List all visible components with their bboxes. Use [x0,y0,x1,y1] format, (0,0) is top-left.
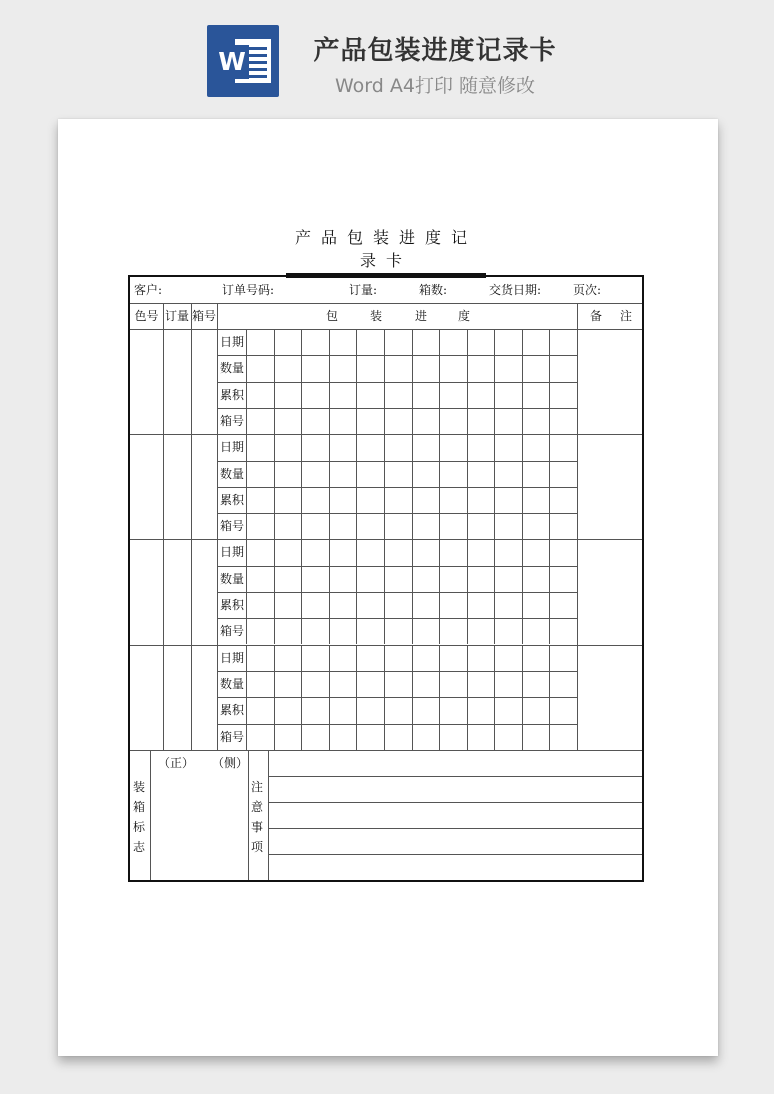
progress-column-divider [439,539,440,644]
progress-column-divider [356,329,357,434]
progress-column-divider [522,434,523,539]
label-column-divider [246,645,247,750]
progress-column-divider [329,434,330,539]
marks-label-divider [150,750,151,880]
progress-column-divider [384,539,385,644]
marks-divider [248,750,249,880]
row-label: 箱号 [220,729,245,744]
progress-column-divider [549,329,550,434]
info-field-label: 箱数: [419,283,448,297]
progress-column-divider [467,539,468,644]
column-header-order-qty: 订量 [164,309,189,323]
notes-label-char: 事 [251,820,264,834]
row-label: 累积 [220,598,245,612]
column-divider [217,303,218,750]
row-divider [217,671,577,672]
row-label: 数量 [220,571,245,586]
column-header-progress: 包 [326,309,339,323]
progress-column-divider [494,539,495,644]
progress-column-divider [549,434,550,539]
progress-column-divider [274,329,275,434]
row-label: 日期 [220,650,245,665]
progress-column-divider [522,539,523,644]
row-divider [217,382,577,383]
progress-column-divider [467,329,468,434]
column-header-progress: 装 [370,309,383,323]
marks-label-char: 箱 [133,800,146,814]
progress-column-divider [274,645,275,750]
group-divider [130,750,642,751]
progress-column-divider [467,645,468,750]
progress-column-divider [329,645,330,750]
progress-column-divider [301,434,302,539]
row-label: 累积 [220,703,245,718]
info-field-label: 页次: [573,283,602,297]
column-divider [163,303,164,750]
column-header-color-no: 色号 [134,309,159,323]
row-divider [217,461,577,462]
row-label: 数量 [220,361,245,376]
marks-side-label: （侧） [212,756,249,770]
progress-column-divider [549,539,550,644]
info-field-label: 客户: [134,283,163,297]
column-header-box-no: 箱号 [191,309,216,323]
row-divider [217,697,577,698]
progress-column-divider [549,645,550,750]
marks-label-char: 标 [133,820,146,834]
notes-label-char: 注 [251,780,264,794]
marks-label-char: 装 [133,780,146,794]
progress-column-divider [412,645,413,750]
progress-column-divider [494,329,495,434]
row-label: 日期 [220,545,245,560]
progress-column-divider [301,539,302,644]
column-header-remarks: 注 [620,309,633,323]
info-field-label: 交货日期: [489,283,542,297]
progress-column-divider [301,329,302,434]
row-divider [217,355,577,356]
progress-column-divider [522,329,523,434]
info-row-divider [130,303,642,304]
column-header-remarks: 备 [590,309,603,323]
group-divider [130,645,642,646]
progress-column-divider [494,434,495,539]
row-label: 累积 [220,492,245,507]
info-field-label: 订单号码: [222,283,275,297]
row-label: 日期 [220,440,245,455]
group-divider [130,434,642,435]
progress-column-divider [439,645,440,750]
row-divider [217,592,577,593]
row-label: 数量 [220,466,245,481]
progress-column-divider [384,434,385,539]
progress-column-divider [412,434,413,539]
row-divider [217,487,577,488]
progress-column-divider [384,329,385,434]
progress-column-divider [356,645,357,750]
progress-column-divider [329,329,330,434]
document-paper [58,119,718,1056]
progress-record-table [128,275,644,882]
notes-line [268,828,642,829]
row-divider [217,408,577,409]
progress-column-divider [301,645,302,750]
notes-label-char: 意 [251,800,264,814]
info-field-label: 订量: [349,283,378,297]
row-divider [217,618,577,619]
row-label: 日期 [220,335,245,349]
notes-line [268,854,642,855]
progress-column-divider [439,434,440,539]
progress-column-divider [522,645,523,750]
notes-label-divider [268,750,269,880]
progress-column-divider [412,539,413,644]
watermark: ​ [89,451,107,472]
page-subtitle: Word A4打印 随意修改 [334,75,535,97]
form-title: 产品包装进度记录卡 [286,225,486,275]
progress-column-divider [274,434,275,539]
row-label: 累积 [220,387,245,402]
progress-column-divider [412,329,413,434]
row-label: 箱号 [220,413,245,428]
notes-label-char: 项 [251,840,264,854]
column-header-progress: 进 [415,309,428,323]
row-label: 箱号 [220,624,245,639]
progress-column-divider [467,434,468,539]
row-divider [217,724,577,725]
notes-line [268,802,642,803]
marks-front-label: （正） [158,756,195,770]
column-header-progress: 度 [458,309,471,323]
page-title: 产品包装进度记录卡 [313,36,557,66]
progress-column-divider [384,645,385,750]
marks-label-char: 志 [133,840,146,854]
progress-column-divider [329,539,330,644]
progress-column-divider [356,539,357,644]
word-icon [207,25,279,97]
column-divider [191,303,192,750]
progress-column-divider [274,539,275,644]
progress-column-divider [356,434,357,539]
row-label: 箱号 [220,519,245,534]
notes-line [268,776,642,777]
progress-column-divider [439,329,440,434]
header-row-divider [130,329,642,330]
row-label: 数量 [220,676,245,691]
remarks-divider [577,303,578,750]
label-column-divider [246,539,247,644]
word-letter: W [215,45,249,79]
group-divider [130,539,642,540]
label-column-divider [246,329,247,434]
row-divider [217,513,577,514]
row-divider [217,566,577,567]
label-column-divider [246,434,247,539]
progress-column-divider [494,645,495,750]
